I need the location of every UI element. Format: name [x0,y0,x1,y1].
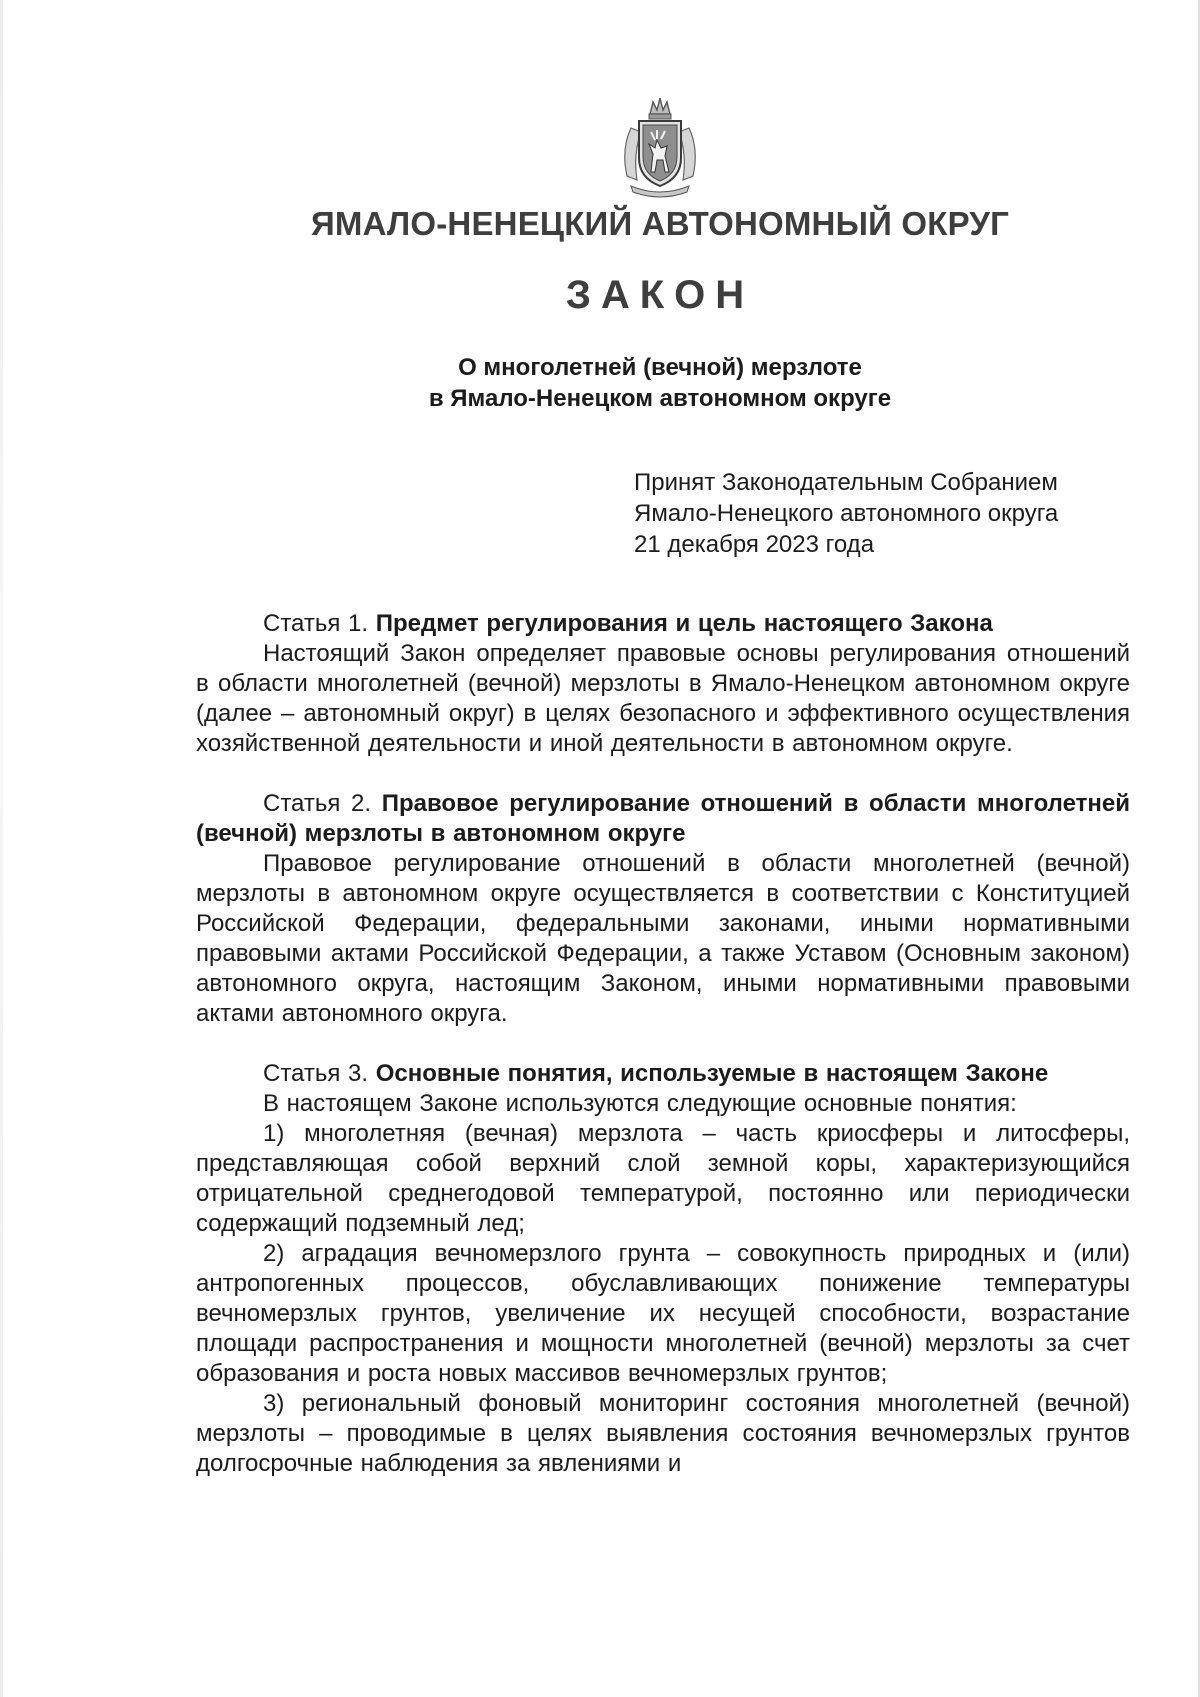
document-type: ЗАКОН [565,273,755,317]
definition-item-3: 3) региональный фоновый мониторинг состояния многолетней (вечной) мерзлоты – проводимые в целях выявления состояния вечномерзлых грунтов долгосрочные наблюдения за явлениями и [196,1390,1130,1477]
scan-left-edge [0,0,3,1697]
article-paragraph: Настоящий Закон определяет правовые основы регулирования отношений в области многолетней (вечной) мерзлоты в Ямало-Ненецком автономном округе (далее – автономный округ) в целях безопасного и эффективного осуществления хозяйственной деятельности и иной деятельности в автономном округе. [196,640,1130,757]
article-3-heading [196,1059,1130,1089]
article-paragraph: Правовое регулирование отношений в области многолетней (вечной) мерзлоты в автономном округе осуществляется в соответствии с Конституцией Российской Федерации, федеральными законами, иными нормативными правовыми актами Российской Федерации, а также Уставом (Основным законом) автономного округа, настоящим Законом, иными нормативными правовыми актами автономного округа. [196,850,1130,1027]
law-title-line-1: О многолетней (вечной) мерзлоте [458,354,862,381]
law-title [0,352,1200,414]
adoption-line-2: Ямало-Ненецкого автономного округа [634,500,1059,527]
article-title: Основные понятия, используемые в настоящем Законе [375,1060,1049,1087]
adoption-note [634,467,1058,560]
region-name: ЯМАЛО-НЕНЕЦКИЙ АВТОНОМНЫЙ ОКРУГ [310,205,1010,242]
coat-of-arms-icon [617,94,703,198]
article-label: Статья 3. [263,1060,369,1087]
article-title: Правовое регулирование отношений в области многолетней (вечной) мерзлоты в автономном округе [196,790,1130,847]
definition-item-1: 1) многолетняя (вечная) мерзлота – часть криосферы и литосферы, представляющая собой верхний слой земной коры, характеризующийся отрицательной среднегодовой температурой, постоянно или периодически содержащий подземный лед; [196,1120,1130,1237]
article-2-heading [196,789,1130,849]
adoption-line-1: Принят Законодательным Собранием [634,469,1058,496]
article-label: Статья 2. [263,790,372,817]
article-title: Предмет регулирования и цель настоящего Закона [375,610,993,637]
law-title-line-2: в Ямало-Ненецком автономном округе [428,385,892,412]
adoption-date: 21 декабря 2023 года [634,531,875,558]
article-1-heading [196,609,1130,639]
article-label: Статья 1. [263,610,369,637]
article-paragraph: В настоящем Законе используются следующие основные понятия: [263,1090,1017,1117]
definition-item-2: 2) аградация вечномерзлого грунта – совокупность природных и (или) антропогенных процессов, обуславливающих понижение температуры вечномерзлых грунтов, увеличение их несущей способности, возрастание площади распространения и мощности многолетней (вечной) мерзлоты за счет образования и роста новых массивов вечномерзлых грунтов; [196,1240,1130,1387]
law-body [196,609,1130,1479]
